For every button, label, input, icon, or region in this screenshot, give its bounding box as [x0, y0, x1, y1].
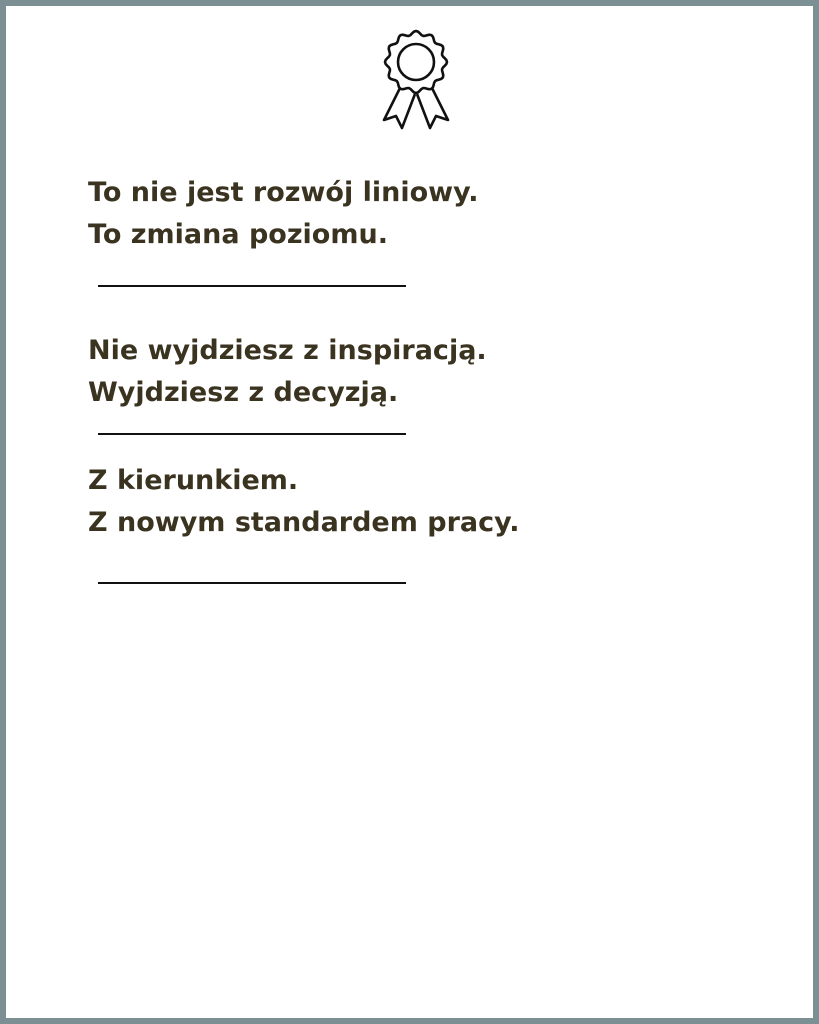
text-block-2: [88, 330, 487, 414]
text-line: Nie wyjdziesz z inspiracją.: [88, 335, 487, 366]
text-block-3: [88, 460, 520, 544]
text-block-1: [88, 172, 479, 256]
text-line: Z nowym standardem pracy.: [88, 507, 520, 538]
divider-rule: [98, 433, 406, 435]
text-line: Wyjdziesz z decyzją.: [88, 377, 399, 408]
text-line: To zmiana poziomu.: [88, 219, 388, 250]
divider-rule: [98, 285, 406, 287]
divider-rule: [98, 582, 406, 584]
text-line: Z kierunkiem.: [88, 465, 299, 496]
award-ribbon-icon: [378, 26, 454, 130]
text-line: To nie jest rozwój liniowy.: [88, 177, 479, 208]
